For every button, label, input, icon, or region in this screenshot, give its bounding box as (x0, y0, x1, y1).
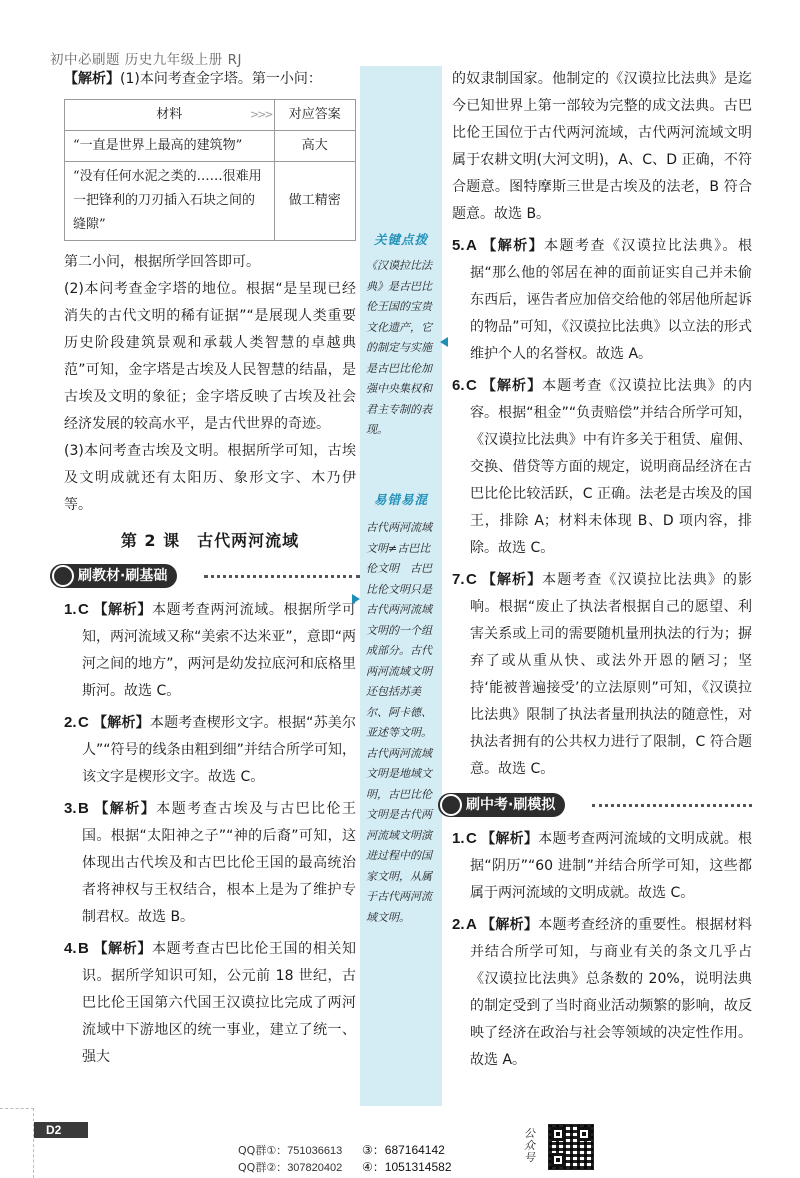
table-row (65, 131, 356, 162)
section-title: 刷中考·刷模拟 (466, 797, 556, 813)
paragraph: 第二小问，根据所学回答即可。 (64, 254, 260, 270)
table-cell: “没有任何水泥之类的……很难用一把锋利的刀刃插入石块之间的缝隙” (65, 162, 275, 241)
answer-item: 5.A 【解析】本题考查《汉谟拉比法典》。根据“那么他的邻居在神的面前证实自己并未偷东西后，诬告者应加倍交给他的邻居他所起诉的物品”可知，《汉谟拉比法典》以立法的形式维护个人的名誉权。故选 A。 (452, 237, 752, 362)
dotted-divider (204, 575, 360, 578)
page-number: D2 (34, 1122, 88, 1138)
book-icon (52, 565, 74, 587)
dotted-divider (592, 804, 752, 807)
material-table (64, 99, 356, 241)
table-cell: 做工精密 (274, 162, 355, 241)
tips-sidebar (360, 66, 442, 1106)
corner-decoration (0, 1108, 34, 1178)
qq-group-1: QQ群①：751036613 (238, 1144, 343, 1157)
section-banner (452, 791, 752, 819)
table-header-answer: 对应答案 (274, 100, 355, 131)
qr-code-icon[interactable] (548, 1124, 594, 1170)
table-cell: 高大 (274, 131, 355, 162)
answer-item: 4.B 【解析】本题考查古巴比伦王国的相关知识。据所学知识可知，公元前 18 世纪，古巴比伦王国第六代国王汉谟拉比完成了两河流域中下游地区的统一事业，建立了统一、强大 (64, 940, 357, 1065)
section-title: 刷教材·刷基础 (78, 568, 168, 584)
book-icon (440, 794, 462, 816)
key-tip-title: 关键点拨 (373, 232, 428, 247)
answer-item: 1.C 【解析】本题考查两河流域。根据所学可知，两河流域又称“美索不达米亚”，意即“两河之间的地方”，两河是幼发拉底河和底格里斯河。故选 C。 (64, 601, 357, 699)
intro-text: (1)本问考查金字塔。第一小问： (120, 71, 322, 87)
arrows-icon: >>> (249, 108, 272, 121)
answer-letter: C (466, 830, 477, 847)
answer-letter: A (466, 237, 477, 254)
official-account-label: 公众号 (524, 1127, 535, 1164)
answer-letter: B (78, 800, 89, 817)
answer-item: 1.C 【解析】本题考查两河流域的文明成就。根据“阴历”“60 进制”并结合所学可知，这些都属于两河流域的文明成就。故选 C。 (452, 830, 753, 901)
common-error-title: 易错易混 (373, 492, 428, 507)
answer-item: 6.C 【解析】本题考查《汉谟拉比法典》的内容。根据“租金”“负责赔偿”并结合所学可知，《汉谟拉比法典》中有许多关于租赁、雇佣、交换、借贷等方面的规定，说明商品经济在古巴比伦比较活跃，C 正确。法老是古埃及的国王，排除 A；材料未体现 B、D 项内容，排除。故选 C。 (452, 377, 753, 556)
common-error-text: 古代两河流域文明≠古巴比伦文明 古巴比伦文明只是古代两河流域文明的一个组成部分。古代两河流域文明还包括苏美尔、阿卡德、亚述等文明。古代两河流域文明是地域文明，古巴比伦文明是古代两河流域文明演进过程中的国家文明，从属于古代两河流域文明。 (366, 521, 432, 924)
answer-letter: C (466, 377, 477, 394)
intro-paragraph (64, 66, 356, 93)
answer-letter: A (466, 916, 477, 933)
left-column (64, 66, 356, 1071)
page-header: 初中必刷题 历史九年级上册 RJ (50, 52, 242, 68)
lesson-title: 第 2 课 古代两河流域 (120, 531, 300, 550)
pointer-left-icon (352, 594, 360, 604)
answer-letter: C (78, 714, 89, 731)
right-column (452, 66, 752, 1074)
analysis-label: 【解析】 (64, 71, 120, 87)
answer-letter: C (78, 601, 89, 618)
answer-letter: C (466, 571, 477, 588)
section-pill (50, 564, 177, 588)
qq-group-4: ④：1051314582 (362, 1160, 452, 1174)
table-cell: “一直是世界上最高的建筑物” (65, 131, 275, 162)
paragraph: 的奴隶制国家。他制定的《汉谟拉比法典》是迄今已知世界上第一部较为完整的成文法典。古巴比伦王国位于古代两河流域，古代两河流域文明属于农耕文明(大河文明)，A、C、D 正确，不符合题意。图特摩斯三世是古埃及的法老，B 符合题意。故选 B。 (452, 71, 752, 222)
answer-item: 2.A 【解析】本题考查经济的重要性。根据材料并结合所学可知，与商业有关的条文几乎占《汉谟拉比法典》总条数的 20%，说明法典的制定受到了当时商业活动频繁的影响，故反映了经济在政治与社会等领域的决定性作用。故选 A。 (452, 916, 753, 1068)
section-pill (438, 793, 565, 817)
table-row (65, 162, 356, 241)
qq-group-3: ③：687164142 (362, 1143, 445, 1157)
qq-group-2: QQ群②：307820402 (238, 1161, 343, 1174)
answer-item: 3.B 【解析】本题考查古埃及与古巴比伦王国。根据“太阳神之子”“神的后裔”可知，这体现出古代埃及和古巴比伦王国的最高统治者将神权与王权结合，根本上是为了维护专制君权。故选 B。 (64, 800, 357, 925)
answer-item: 7.C 【解析】本题考查《汉谟拉比法典》的影响。根据“废止了执法者根据自己的愿望、利害关系或上司的需要随机量刑执法的行为；摒弃了或从重从快、或法外开恩的陋习；坚持‘能被普遍接受’的立法原则”可知，《汉谟拉比法典》限制了执法者量刑执法的随意性，对执法者拥有的公共权力进行了限制，C 符合题意。故选 C。 (452, 571, 753, 777)
table-header-row (65, 100, 356, 131)
key-tip-text: 《汉谟拉比法典》是古巴比伦王国的宝贵文化遗产，它的制定与实施是古巴比伦加强中央集权和君主专制的表现。 (366, 259, 432, 436)
paragraph: (2)本问考查金字塔的地位。根据“是呈现已经消失的古代文明的稀有证据”“是展现人类重要历史阶段建筑景观和承载人类智慧的卓越典范”可知，金字塔是古埃及人民智慧的结晶，是古埃及文明的象征；金字塔反映了古埃及社会经济发展的较高水平，是古代世界的奇迹。 (64, 281, 356, 432)
answer-letter: B (78, 940, 89, 957)
answer-item: 2.C 【解析】本题考查楔形文字。根据“苏美尔人”“符号的线条由粗到细”并结合所学可知，该文字是楔形文字。故选 C。 (64, 714, 356, 785)
section-banner (64, 562, 356, 590)
table-header-material: 材料 >>> (65, 100, 275, 131)
pointer-right-icon (440, 337, 448, 347)
paragraph: (3)本问考查古埃及文明。根据所学可知，古埃及文明成就还有太阳历、象形文字、木乃伊等。 (64, 443, 356, 513)
